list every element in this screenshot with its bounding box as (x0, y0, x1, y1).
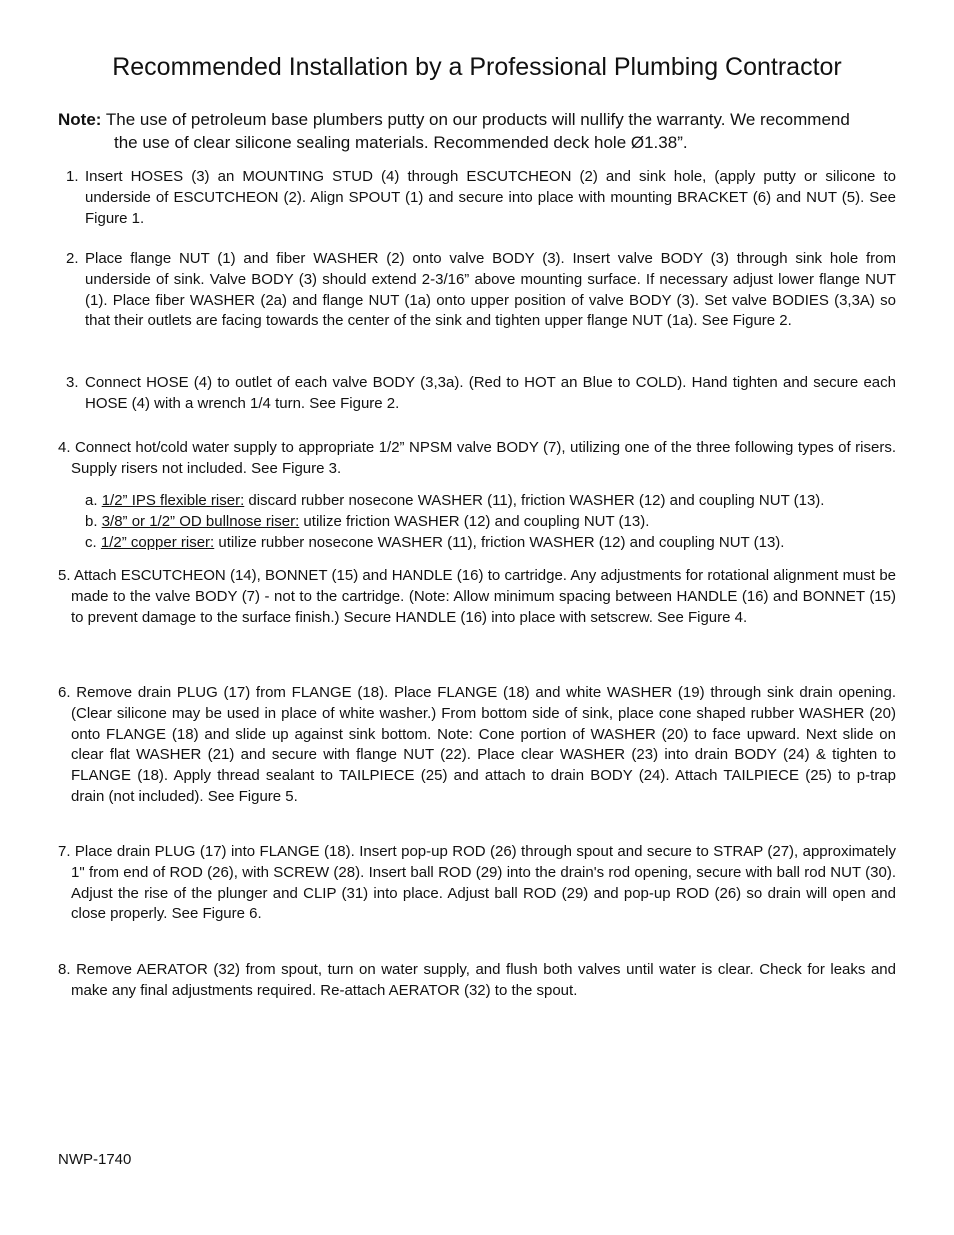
riser-option-a (85, 491, 897, 512)
step-text (58, 438, 896, 480)
riser-name: 1/2” IPS flexible riser: (101, 492, 245, 509)
riser-name: 1/2” copper riser: (100, 533, 215, 551)
riser-name: 3/8” or 1/2” OD bullnose riser: (101, 512, 300, 530)
document-code: NWP-1740 (58, 1151, 132, 1168)
step-body: Attach ESCUTCHEON (14), BONNET (15) and HANDLE (16) to cartridge. Any adjustments for rotational alignment must be made to the valve BODY (7) - not to the cartridge. (Note: Allow minimum spacing between HANDLE (16) and BONNET (15) to prevent damage to the surface finish.) Secure HANDLE (16) into place with setscrew. See Figure 4. (71, 567, 896, 626)
step-number: 3. (66, 374, 79, 391)
step-text (58, 566, 896, 628)
step-number: 5. (58, 567, 71, 584)
step-body: Connect hot/cold water supply to appropriate 1/2” NPSM valve BODY (7), utilizing one of the three following types of risers. Supply risers not included. See Figure 3. (71, 439, 896, 477)
riser-text: utilize rubber nosecone WASHER (11), friction WASHER (12) and coupling NUT (13). (214, 533, 785, 551)
riser-letter: c. (85, 533, 97, 551)
step-text: Insert HOSES (3) an MOUNTING STUD (4) through ESCUTCHEON (2) and sink hole, (apply putty or silicone to underside of ESCUTCHEON (2). Align SPOUT (1) and secure into place with mounting BRACKET (6) and NUT (5). See Figure 1. (85, 168, 896, 227)
step-text: Place flange NUT (1) and fiber WASHER (2) onto valve BODY (3). Insert valve BODY (3) through sink hole from underside of sink. Valve BODY (3) should extend 2-3/16” above mounting surface. If necessary adjust lower flange NUT (1). Place fiber WASHER (2a) and flange NUT (1a) onto upper position of valve BODY (3). Set valve BODIES (3,3A) so that their outlets are facing towards the center of the sink and tighten upper flange NUT (1a). See Figure 2. (85, 250, 896, 330)
step-text (58, 842, 896, 925)
step-6 (58, 683, 896, 808)
step-3 (66, 373, 896, 415)
step-text (58, 683, 896, 808)
riser-option-b (85, 512, 897, 533)
step-text (58, 960, 896, 1002)
riser-options (85, 491, 897, 553)
step-number: 8. (58, 961, 71, 978)
step-8 (58, 960, 896, 1002)
riser-text: utilize friction WASHER (12) and coupling NUT (13). (299, 512, 650, 530)
step-number: 6. (58, 684, 71, 701)
note-line-2: the use of clear silicone sealing materials. Recommended deck hole Ø1.38”. (114, 133, 688, 152)
step-number: 4. (58, 439, 71, 456)
warranty-note (58, 108, 898, 154)
step-body: Remove AERATOR (32) from spout, turn on water supply, and flush both valves until water is clear. Check for leaks and make any final adjustments required. Re-attach AERATOR (32) to the spout. (71, 961, 896, 999)
step-body: Remove drain PLUG (17) from FLANGE (18). Place FLANGE (18) and white WASHER (19) through sink drain opening. (Clear silicone may be used in place of white washer.) From bottom side of sink, place cone shaped rubber WASHER (20) onto FLANGE (18) and slide up against sink bottom. Note: Cone portion of WASHER (20) to face upward. Next slide on clear flat WASHER (21) and secure with flange NUT (22). Place clear WASHER (23) into drain BODY (24) & tighten to FLANGE (18). Apply thread sealant to TAILPIECE (25) and attach to drain BODY (24). Attach TAILPIECE (25) to p-trap drain (not included). See Figure 5. (71, 684, 896, 805)
step-2 (66, 249, 896, 332)
step-text: Connect HOSE (4) to outlet of each valve BODY (3,3a). (Red to HOT an Blue to COLD). Hand tighten and secure each HOSE (4) with a wrench 1/4 turn. See Figure 2. (85, 374, 896, 412)
riser-letter: b. (85, 512, 98, 530)
step-number: 2. (66, 250, 79, 267)
step-4 (58, 438, 896, 480)
riser-letter: a. (85, 492, 98, 509)
riser-text: discard rubber nosecone WASHER (11), friction WASHER (12) and coupling NUT (13). (244, 492, 825, 509)
note-line-1: The use of petroleum base plumbers putty on our products will nullify the warranty. We recommend (105, 110, 850, 129)
riser-option-c (85, 533, 897, 554)
note-label: Note: (58, 110, 102, 129)
page-title: Recommended Installation by a Professional Plumbing Contractor (112, 53, 842, 81)
step-body: Place drain PLUG (17) into FLANGE (18). Insert pop-up ROD (26) through spout and secure to STRAP (27), approximately 1" from end of ROD (26), with SCREW (28). Insert ball ROD (29) into the drain's rod opening, secure with ball rod NUT (30). Adjust the rise of the plunger and CLIP (31) into place. Adjust ball ROD (29) and pop-up ROD (26) so drain will open and close properly. See Figure 6. (71, 843, 896, 923)
step-1 (66, 167, 896, 229)
step-5 (58, 566, 896, 628)
step-7 (58, 842, 896, 925)
step-number: 7. (58, 843, 71, 860)
step-number: 1. (66, 168, 79, 185)
